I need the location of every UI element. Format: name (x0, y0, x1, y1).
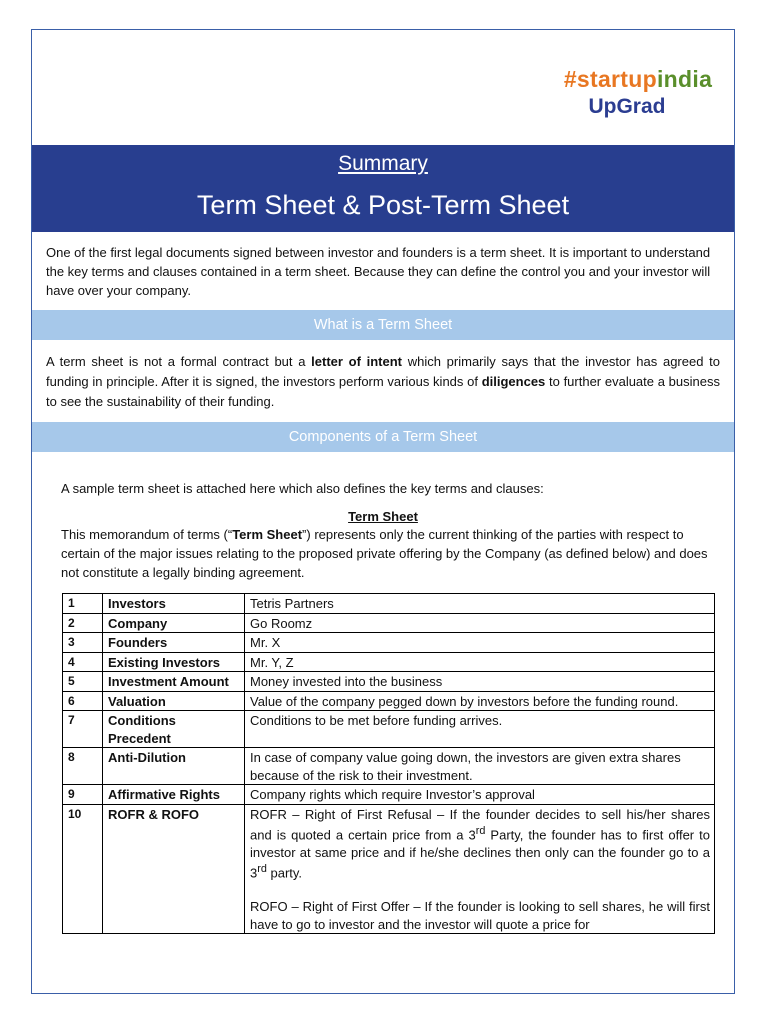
term-name: Investment Amount (103, 672, 245, 692)
term-description: ROFR – Right of First Refusal – If the founder decides to sell his/her shares and is quoted a certain price from a 3rd Party, the founder has to first offer to investor at same price and if he/she declines then only can the founder go to a 3rd party. ROFO – Right of First Offer – If the founder is looking to sell shares, he will first have to go to investor and the investor will quote a price for (245, 804, 715, 934)
table-row (63, 748, 715, 785)
term-name: Affirmative Rights (103, 785, 245, 805)
term-description: In case of company value going down, the investors are given extra shares because of the risk to their investment. (245, 748, 715, 785)
startupindia-logo-text: #startupindia (563, 66, 713, 92)
term-name: Conditions Precedent (103, 711, 245, 748)
intro-paragraph: One of the first legal documents signed between investor and founders is a term sheet. It is important to understand the key terms and clauses contained in a term sheet. Because they can define the control you and your investor will have over your company. (46, 245, 711, 298)
upgrad-logo-text: UpGrad (588, 95, 666, 118)
row-number: 3 (63, 633, 103, 653)
summary-banner (32, 145, 734, 232)
row-number: 1 (63, 594, 103, 614)
table-row (63, 633, 715, 653)
row-number: 10 (63, 804, 103, 934)
term-name: Valuation (103, 691, 245, 711)
table-row (63, 594, 715, 614)
term-description: Mr. X (245, 633, 715, 653)
memo-title: Term Sheet (348, 509, 418, 524)
row-number: 5 (63, 672, 103, 692)
term-description: Tetris Partners (245, 594, 715, 614)
memo-paragraph: This memorandum of terms (“Term Sheet”) represents only the current thinking of the parties with respect to certain of the major issues relating to the proposed private offering by the Company (as defined below) and does not constitute a legally binding agreement. (61, 527, 708, 580)
row-number: 7 (63, 711, 103, 748)
term-name: Existing Investors (103, 652, 245, 672)
rofo-text: ROFO – Right of First Offer – If the founder is looking to sell shares, he will first have to go to investor and the investor will quote a price for (250, 899, 710, 932)
term-description: Company rights which require Investor’s approval (245, 785, 715, 805)
term-name: Anti-Dilution (103, 748, 245, 785)
document-page (31, 29, 735, 994)
row-number: 2 (63, 613, 103, 633)
startupindia-upgrad-logo (548, 66, 728, 120)
table-row (63, 785, 715, 805)
section-heading-what-is-term-sheet: What is a Term Sheet (32, 310, 734, 340)
sample-intro-text: A sample term sheet is attached here which also defines the key terms and clauses: (61, 481, 544, 496)
term-description: Value of the company pegged down by investors before the funding round. (245, 691, 715, 711)
term-sheet-table (62, 593, 715, 934)
term-description: Conditions to be met before funding arrives. (245, 711, 715, 748)
table-row (63, 613, 715, 633)
table-row (63, 672, 715, 692)
row-number: 9 (63, 785, 103, 805)
term-description: Mr. Y, Z (245, 652, 715, 672)
summary-label: Summary (338, 152, 428, 175)
section-heading-components: Components of a Term Sheet (32, 422, 734, 452)
term-name: Company (103, 613, 245, 633)
row-number: 6 (63, 691, 103, 711)
term-description: Go Roomz (245, 613, 715, 633)
table-row (63, 691, 715, 711)
row-number: 8 (63, 748, 103, 785)
what-is-term-sheet-paragraph: A term sheet is not a formal contract but a letter of intent which primarily says that the investor has agreed to funding in principle. After it is signed, the investors perform various kinds of diligences to further evaluate a business to see the sustainability of their funding. (46, 354, 720, 409)
term-name: Founders (103, 633, 245, 653)
table-row (63, 804, 715, 934)
row-number: 4 (63, 652, 103, 672)
table-row (63, 652, 715, 672)
page-title: Term Sheet & Post-Term Sheet (196, 190, 570, 220)
term-name: ROFR & ROFO (103, 804, 245, 934)
term-description: Money invested into the business (245, 672, 715, 692)
table-row (63, 711, 715, 748)
term-name: Investors (103, 594, 245, 614)
